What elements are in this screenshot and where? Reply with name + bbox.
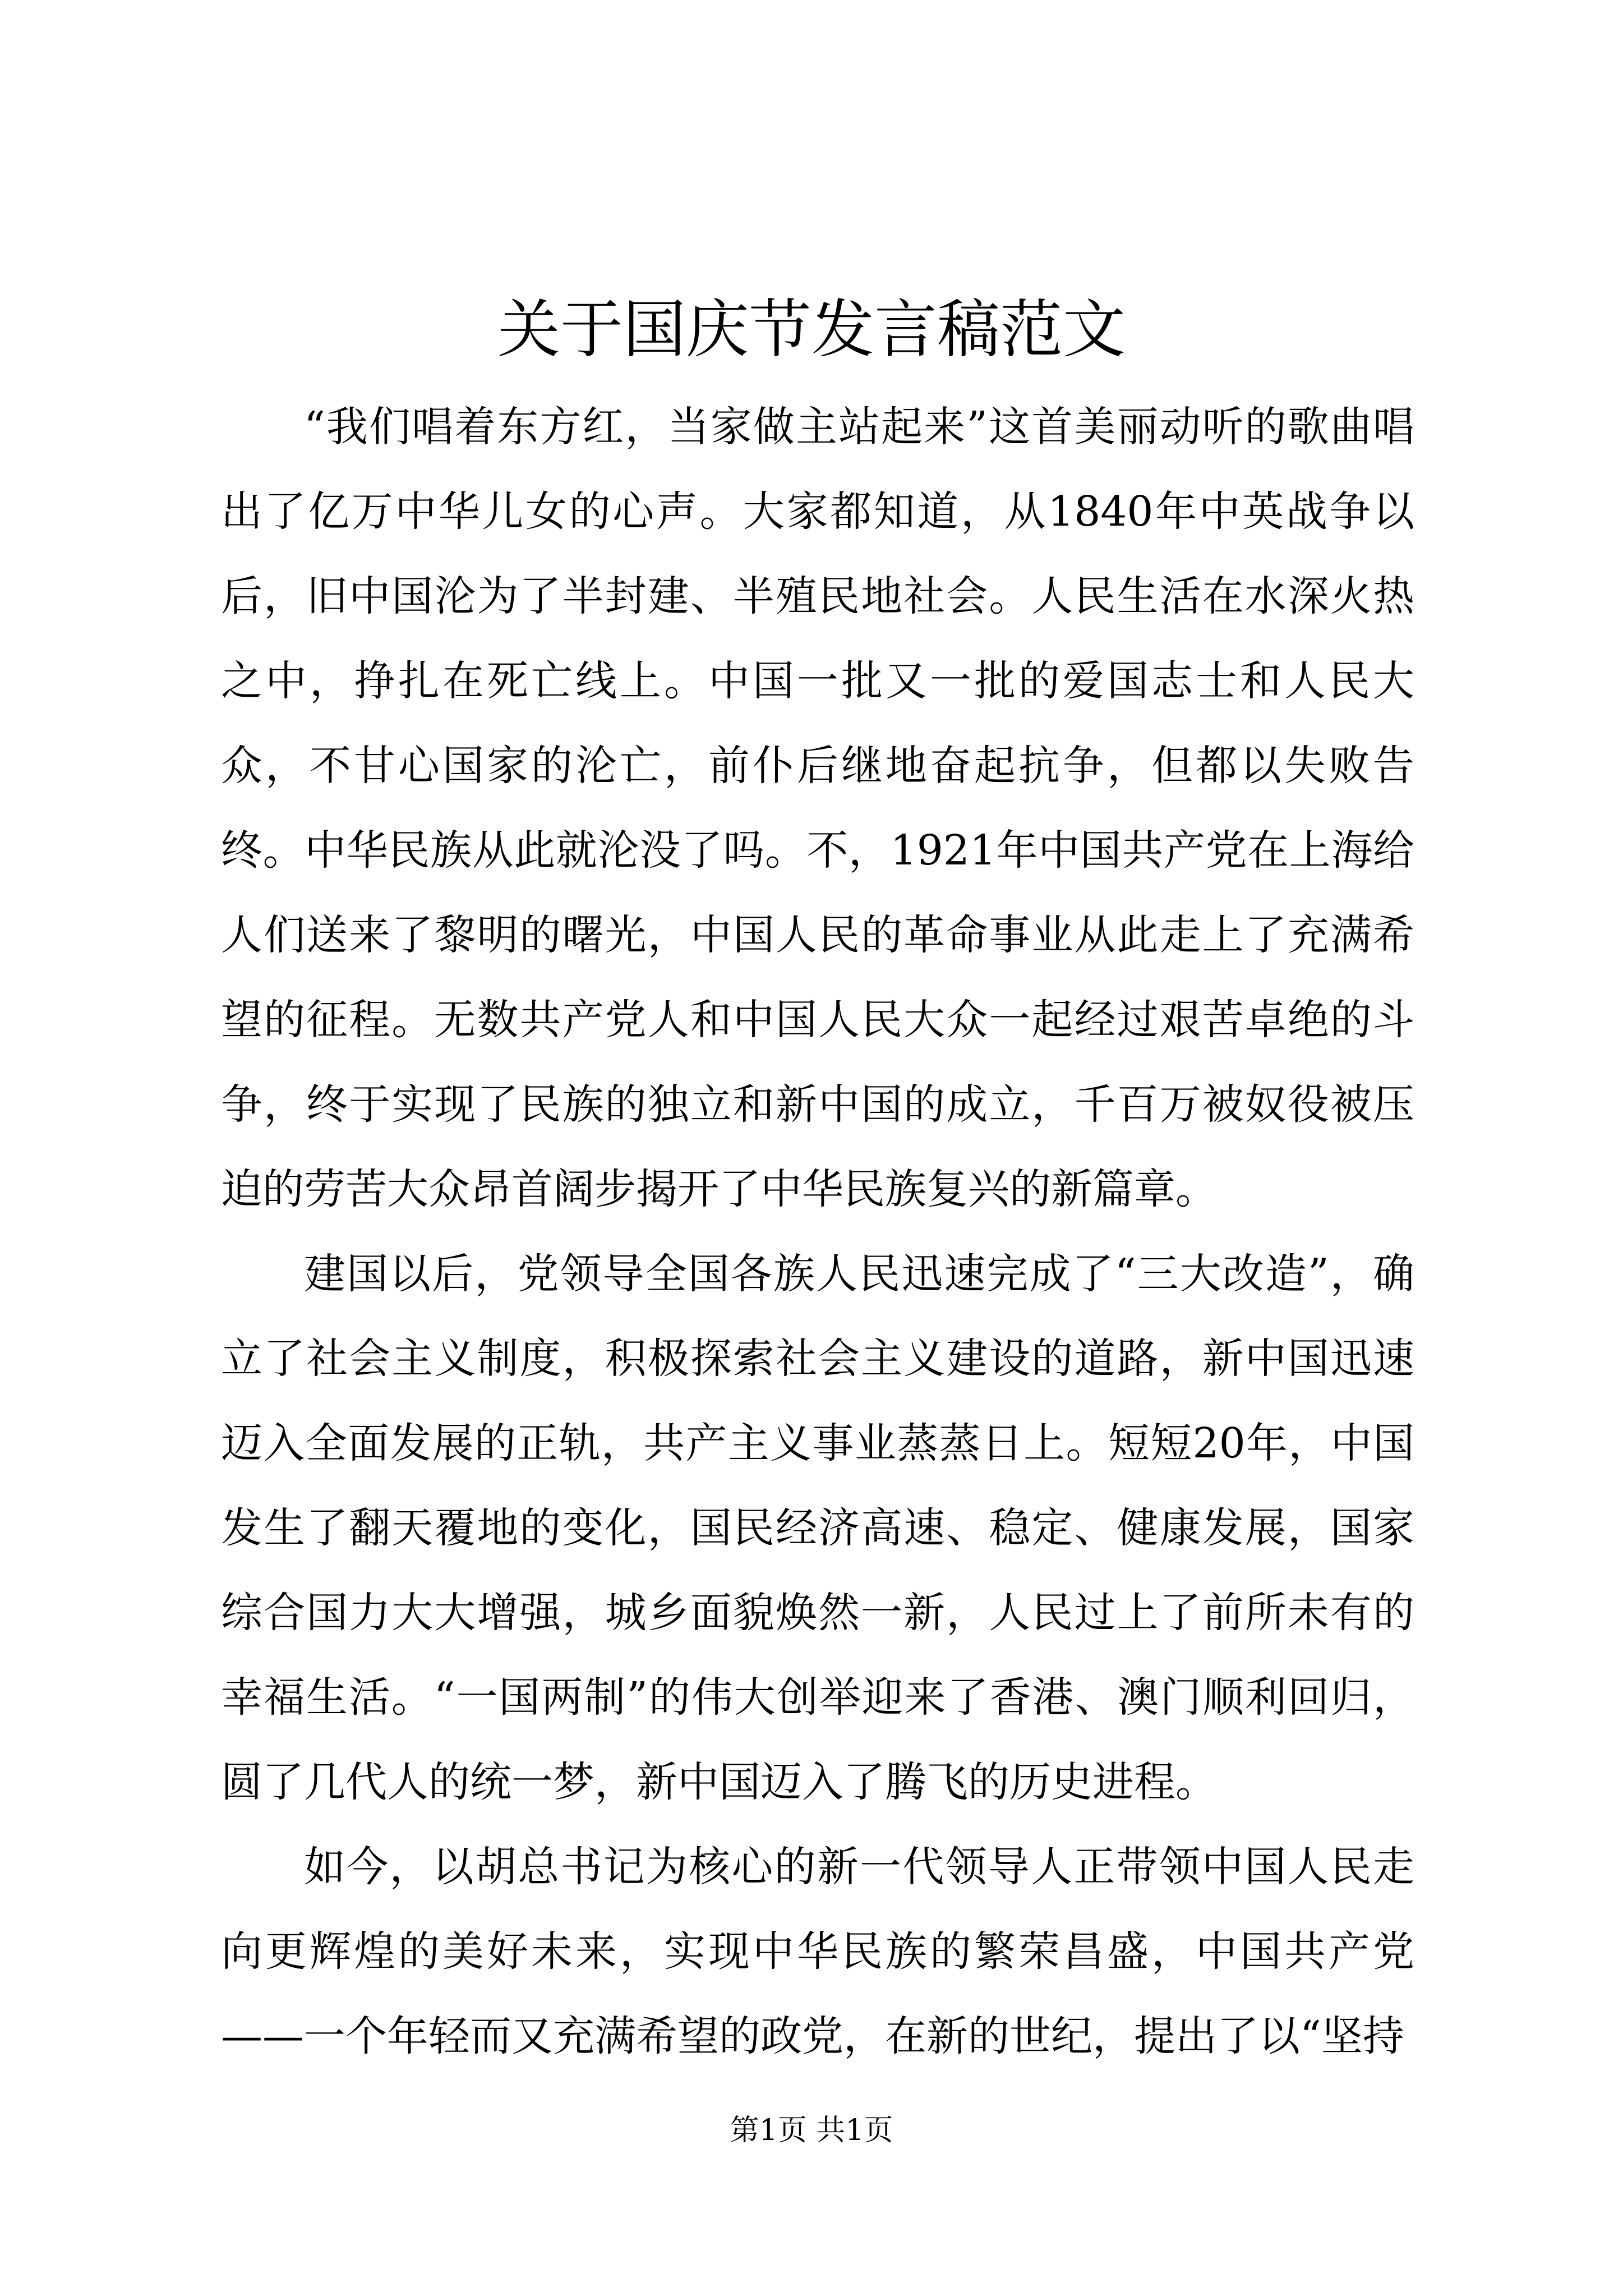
document-body xyxy=(221,385,1414,2079)
paragraph-2: 建国以后，党领导全国各族人民迅速完成了“三大改造”，确立了社会主义制度，积极探索社会主义建设的道路，新中国迅速迈入全面发展的正轨，共产主义事业蒸蒸日上。短短20年，中国发生了翻天覆地的变化，国民经济高速、稳定、健康发展，国家综合国力大大增强，城乡面貌焕然一新，人民过上了前所未有的幸福生活。“一国两制”的伟大创举迎来了香港、澳门顺利回归，圆了几代人的统一梦，新中国迈入了腾飞的历史进程。 xyxy=(221,1250,1414,1806)
paragraph-3: 如今，以胡总书记为核心的新一代领导人正带领中国人民走向更辉煌的美好未来，实现中华民族的繁荣昌盛，中国共产党——一个年轻而又充满希望的政党，在新的世纪，提出了以“坚持 xyxy=(221,1843,1414,2060)
page-number-footer: 第1页 共1页 xyxy=(730,2114,893,2147)
paragraph-1: “我们唱着东方红，当家做主站起来”这首美丽动听的歌曲唱出了亿万中华儿女的心声。大家都知道，从1840年中英战争以后，旧中国沦为了半封建、半殖民地社会。人民生活在水深火热之中，挣扎在死亡线上。中国一批又一批的爱国志士和人民大众，不甘心国家的沦亡，前仆后继地奋起抗争，但都以失败告终。中华民族从此就沦没了吗。不，1921年中国共产党在上海给人们送来了黎明的曙光，中国人民的革命事业从此走上了充满希望的征程。无数共产党人和中国人民大众一起经过艰苦卓绝的斗争，终于实现了民族的独立和新中国的成立，千百万被奴役被压迫的劳苦大众昂首阔步揭开了中华民族复兴的新篇章。 xyxy=(221,403,1414,1213)
document-title: 关于国庆节发言稿范文 xyxy=(497,293,1126,366)
